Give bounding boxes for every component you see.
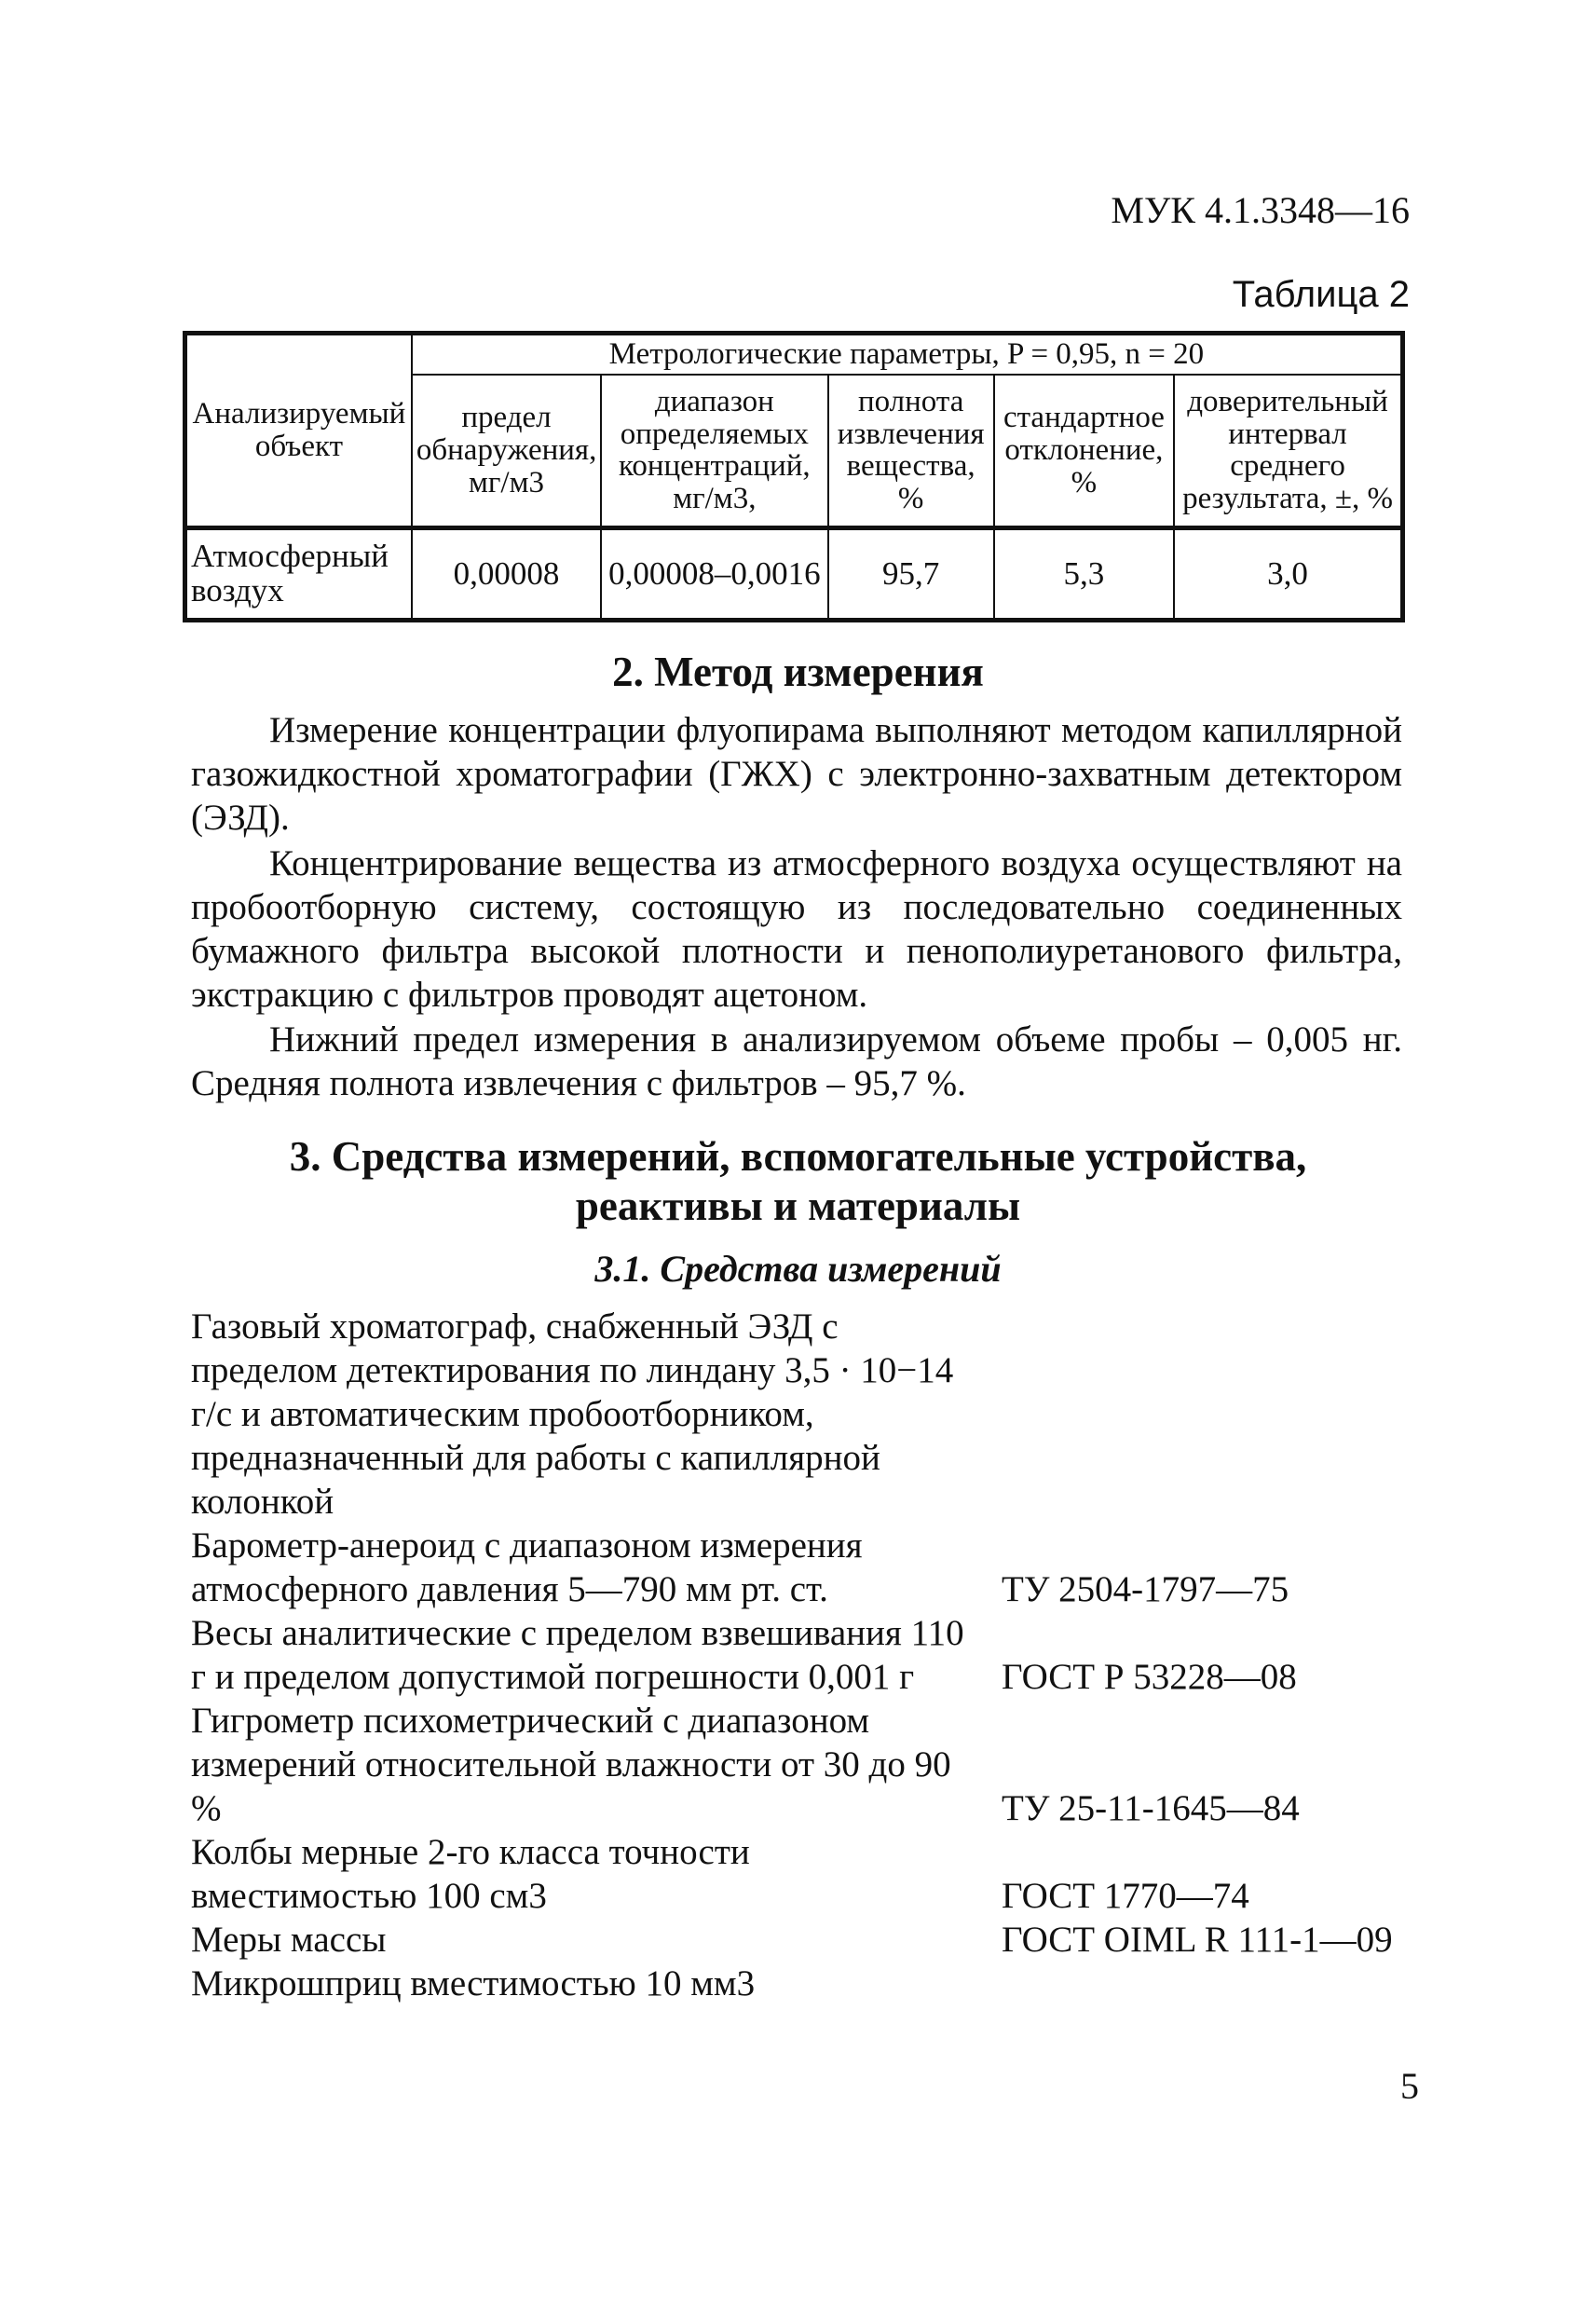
section-2-title: 2. Метод измерения <box>612 649 984 695</box>
paragraph: Нижний предел измерения в анализируемом объеме пробы – 0,005 нг. Средняя полнота извлечения с фильтров – 95,7 %. <box>191 1019 1402 1103</box>
equipment-standard: ГОСТ OIML R 111-1—09 <box>1002 1920 1393 1960</box>
equipment-item <box>191 1611 1439 1699</box>
equipment-standard: ГОСТ Р 53228—08 <box>1002 1657 1297 1697</box>
table-cell: 0,00008 <box>412 528 601 621</box>
group-header: Метрологические параметры, P = 0,95, n = 20 <box>412 334 1403 375</box>
equipment-item <box>191 1830 1439 1918</box>
metrology-table <box>183 331 1405 622</box>
equipment-item <box>191 1305 1439 1524</box>
equipment-item <box>191 1699 1439 1830</box>
table-label: Таблица 2 <box>1232 274 1410 315</box>
table-cell: 3,0 <box>1174 528 1402 621</box>
table-cell: 95,7 <box>828 528 994 621</box>
section-3-title-line-1: 3. Средства измерений, вспомогательные устройства, <box>289 1133 1307 1180</box>
equipment-description: Газовый хроматограф, снабженный ЭЗД с пределом детектирования по линдану 3,5 · 10−14 г/с и автоматическим пробоотборником, предназначенный для работы с капиллярной колонкой <box>191 1306 954 1522</box>
table-row <box>185 528 1403 621</box>
section-3-title-line-2: реактивы и материалы <box>575 1183 1021 1229</box>
equipment-description: Барометр-анероид с диапазоном измерения атмосферного давления 5—790 мм рт. ст. <box>191 1525 863 1609</box>
equipment-description: Весы аналитические с пределом взвешивания 110 г и пределом допустимой погрешности 0,001 г <box>191 1613 964 1697</box>
equipment-standard: ГОСТ 1770—74 <box>1002 1876 1249 1916</box>
page-number: 5 <box>1400 2065 1419 2107</box>
equipment-description: Гигрометр психометрический с диапазоном измерений относительной влажности от 30 до 90 % <box>191 1701 951 1828</box>
equipment-item <box>191 1962 1439 2005</box>
equipment-item <box>191 1918 1439 1962</box>
subsection-title: 3.1. Средства измерений <box>594 1248 1002 1290</box>
object-header: Анализируемый объект <box>185 334 412 528</box>
equipment-description: Колбы мерные 2-го класса точности вместимостью 100 см3 <box>191 1832 750 1916</box>
column-header: диапазон определяемых концентраций, мг/м3, <box>601 375 827 528</box>
row-object: Атмосферный воздух <box>185 528 412 621</box>
column-header: полнота извлечения вещества, % <box>828 375 994 528</box>
equipment-standard: ТУ 25-11-1645—84 <box>1002 1788 1300 1828</box>
paragraph: Измерение концентрации флуопирама выполняют методом капиллярной газожидкостной хроматографии (ГЖХ) с электронно-захватным детектором (ЭЗД). <box>191 710 1402 838</box>
column-header: предел обнаружения, мг/м3 <box>412 375 601 528</box>
equipment-description: Микрошприц вместимостью 10 мм3 <box>191 1963 756 2003</box>
paragraph: Концентрирование вещества из атмосферного воздуха осуществляют на пробоотборную систему, состоящую из последовательно соединенных бумажного фильтра высокой плотности и пенополиуретанового фильтра, экстракцию с фильтров проводят ацетоном. <box>191 843 1402 1015</box>
document-code: МУК 4.1.3348—16 <box>1111 189 1410 231</box>
column-header: стандартное отклонение, % <box>994 375 1174 528</box>
equipment-standard: ТУ 2504-1797—75 <box>1002 1569 1289 1609</box>
equipment-description: Меры массы <box>191 1920 387 1960</box>
table-cell: 0,00008–0,0016 <box>601 528 827 621</box>
table-cell: 5,3 <box>994 528 1174 621</box>
column-header: доверительный интервал среднего результата, ±, % <box>1174 375 1402 528</box>
equipment-list <box>191 1305 1439 2005</box>
equipment-item <box>191 1524 1439 1611</box>
